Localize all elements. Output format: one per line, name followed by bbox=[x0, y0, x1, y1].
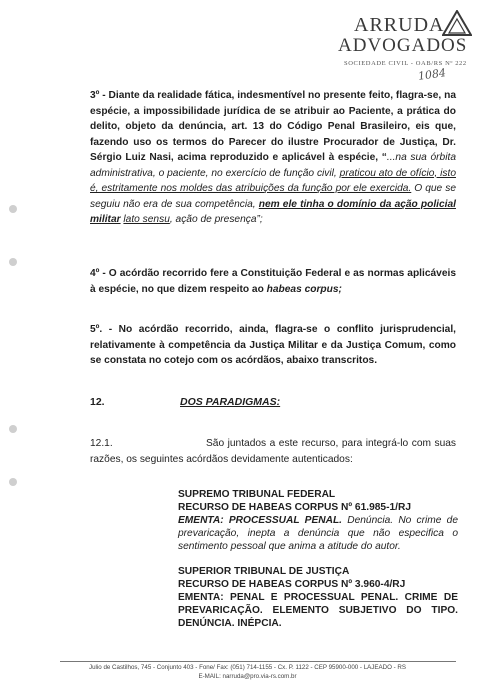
paradigm-stj bbox=[178, 565, 458, 630]
firm-logo bbox=[338, 8, 478, 78]
section-number: 12. bbox=[90, 396, 105, 408]
footer-address: Julio de Castilhos, 745 - Conjunto 403 - Fone/ Fax: (051) 714-1155 - Cx. P. 1122 - CEP 95900-000 - LAJEADO - RS bbox=[89, 664, 406, 671]
item-12-1 bbox=[90, 436, 456, 467]
stj-court: SUPERIOR TRIBUNAL DE JUSTIÇA bbox=[178, 566, 350, 577]
section-title: DOS PARADIGMAS: bbox=[180, 396, 281, 408]
p4-habeas: habeas corpus; bbox=[266, 283, 342, 295]
punch-hole bbox=[9, 205, 17, 213]
punch-hole bbox=[9, 425, 17, 433]
p3-quote-end: , ação de presença”; bbox=[169, 214, 263, 225]
stf-ementa-label: EMENTA: PROCESSUAL PENAL. bbox=[178, 515, 343, 526]
footer-email: E-MAIL: narruda@pro.via-rs.com.br bbox=[198, 673, 297, 680]
triangle-logo-icon bbox=[442, 10, 472, 36]
paradigm-stf bbox=[178, 488, 458, 553]
punch-hole bbox=[9, 478, 17, 486]
p3-intro: 3º - Diante da realidade fática, indesmentível no presente feito, flagra-se, na espécie, a impossibilidade jurídica de se atribuir ao Paciente, a prática do delito, objeto da denúncia, art. 13 do Código Penal Brasileiro, eis que, fazendo uso os termos do Parecer do ilustre Procurador de Justiça, Dr. Sérgio Luiz Nasi, acima reproduzido e aplicável à espécie, “ bbox=[90, 90, 456, 163]
footer-divider bbox=[60, 661, 456, 662]
stf-case: RECURSO DE HABEAS CORPUS Nº 61.985-1/RJ bbox=[178, 502, 411, 513]
firm-tagline: SOCIEDADE CIVIL - OAB/RS Nº 222 bbox=[344, 60, 467, 67]
item-number: 12.1. bbox=[90, 438, 113, 449]
p4-text: 4º - O acórdão recorrido fere a Constituição Federal e as normas aplicáveis à espécie, no que dizem respeito ao bbox=[90, 268, 456, 295]
punch-hole bbox=[9, 258, 17, 266]
p3-lato-sensu: lato sensu bbox=[123, 214, 170, 225]
paragraph-5 bbox=[90, 322, 456, 369]
stf-ementa-text: Denúncia. No crime de prevaricação, inepta a denúncia que não especifica o sentimento pessoal que anima a atitude do autor. bbox=[178, 515, 458, 552]
p3-quote-underlined-1: praticou ato de ofício, isto é, estritamente nos moldes das atribuições da função por ele exercida. bbox=[90, 167, 456, 194]
p3-quote-underlined-2: nem ele tinha o domínio da ação policial militar bbox=[90, 198, 456, 225]
handwritten-page-number: 1084 bbox=[417, 66, 447, 83]
item-12-1-text: São juntados a este recurso, para integrá-lo com suas razões, os seguintes acórdãos devidamente autenticados: bbox=[90, 438, 456, 465]
stj-ementa: EMENTA: PENAL E PROCESSUAL PENAL. CRIME DE PREVARICAÇÃO. ELEMENTO SUBJETIVO DO TIPO. DENÚNCIA. INÉPCIA. bbox=[178, 592, 458, 629]
firm-name-line2: ADVOGADOS bbox=[338, 35, 468, 56]
p5-text: 5º. - No acórdão recorrido, ainda, flagra-se o conflito jurisprudencial, relativamente à competência da Justiça Militar e da Justiça Comum, como se constata no cotejo com os acórdãos, abaixo transcritos. bbox=[90, 324, 456, 366]
firm-name-line1: ARRUDA bbox=[354, 14, 445, 36]
paragraph-4 bbox=[90, 266, 456, 297]
p3-quote-mid: O que se seguiu não era de sua competência, bbox=[90, 183, 456, 210]
stf-court: SUPREMO TRIBUNAL FEDERAL bbox=[178, 489, 336, 500]
p3-quote-start: ...na sua órbita administrativa, o paciente, no exercício de função civil, bbox=[90, 152, 456, 179]
stj-case: RECURSO DE HABEAS CORPUS Nº 3.960-4/RJ bbox=[178, 579, 406, 590]
paragraph-3 bbox=[90, 88, 456, 228]
